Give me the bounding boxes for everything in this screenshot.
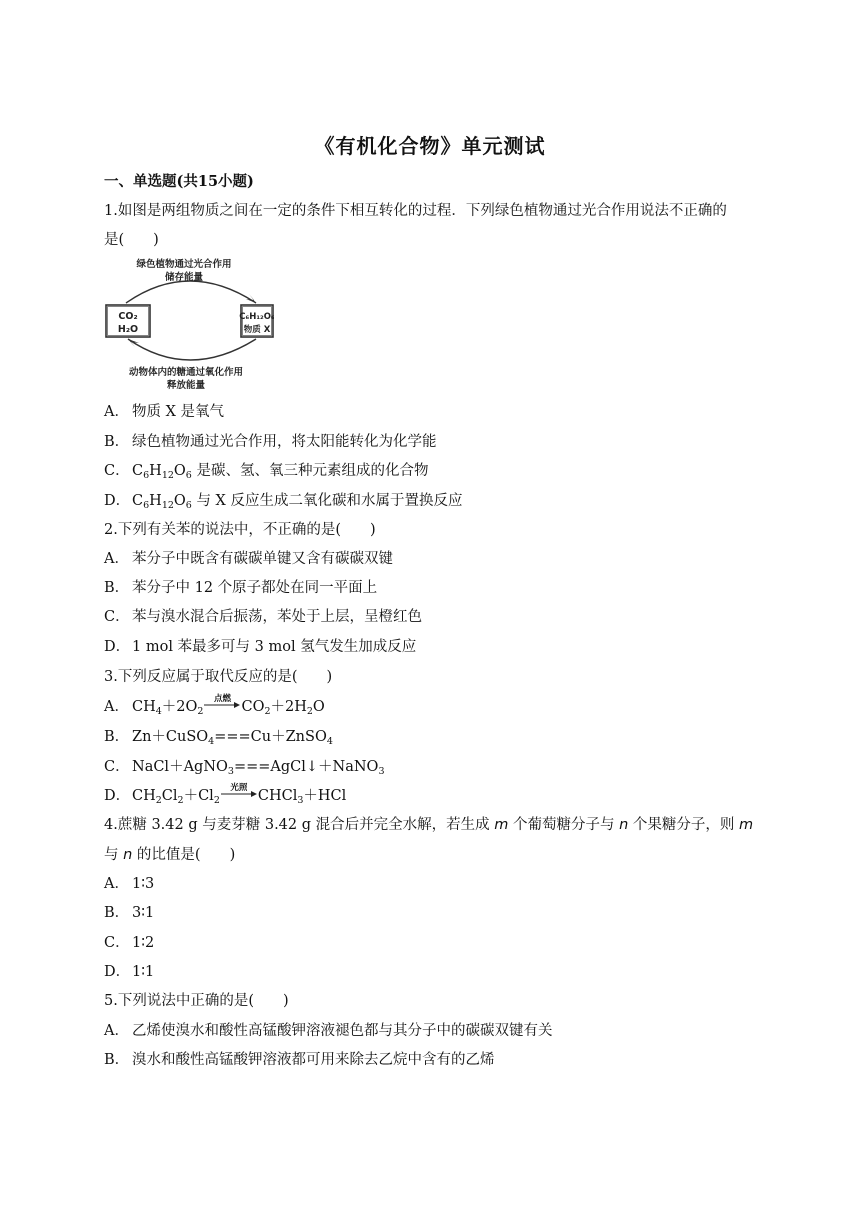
q5-option-b: B． 溴水和酸性高锰酸钾溶液都可用来除去乙烷中含有的乙烯 [104,1052,495,1068]
q1-option-b: B． 绿色植物通过光合作用，将太阳能转化为化学能 [104,434,437,450]
bottom-arrow-arc [128,339,256,360]
q4-option-d: D． 1∶1 [104,964,155,980]
page-title: 《有机化合物》单元测试 [314,134,546,158]
q3-option-a: A． $CH_4+2O_2$ 点燃 $CO_2+2H_2O$ [104,694,325,717]
q2-option-c: C． 苯与溴水混合后振荡，苯处于上层，呈橙红色 [104,609,422,625]
q2-option-b: B． 苯分子中 12 个原子都处在同一平面上 [104,580,378,596]
q3-option-c: C． NaCl＋AgNO$_3$===AgCl↓＋NaNO$_3$ [104,759,385,777]
right-box-line2: 物质 X [243,325,271,335]
q3-option-d: D． $CH_2Cl_2+Cl_2$ 光照 CHCl$_3$＋HCl [104,783,347,806]
q4-stem-line1: 4.蔗糖 3.42 g 与麦芽糖 3.42 g 混合后并完全水解，若生成 m 个葡萄糖分子与 n 个果糖分子，则 m [104,817,754,833]
reaction-condition-arrow: 点燃 [203,697,241,713]
q1-option-c: C． $C_6H_{12}O_6$ 是碳、氢、氧三种元素组成的化合物 [104,463,429,481]
q4-stem-line2: 与 n 的比值是( ) [104,847,236,863]
option-letter: A． [104,404,129,420]
q1-stem-line1: 1.如图是两组物质之间在一定的条件下相互转化的过程．下列绿色植物通过光合作用说法不正确的 [104,203,727,219]
q1-stem-line2: 是( ) [104,232,159,248]
left-box-line2: H₂O [117,324,139,335]
reaction-condition-arrow: 光照 [220,786,258,802]
section-heading: 一、单选题(共15小题) [104,173,254,190]
option-letter: D． [104,493,131,509]
q5-stem: 5.下列说法中正确的是( ) [104,993,289,1009]
q2-option-a: A． 苯分子中既含有碳碳单键又含有碳碳双键 [104,551,393,567]
q4-option-a: A． 1∶3 [104,876,155,892]
q3-stem: 3.下列反应属于取代反应的是( ) [104,669,333,685]
q2-stem: 2.下列有关苯的说法中，不正确的是( ) [104,522,376,538]
q1-conversion-diagram [104,253,274,393]
diagram-bottom-label-1: 动物体内的糖通过氧化作用 [128,367,244,378]
right-box-line1: C₆H₁₂O₆ [239,312,274,322]
left-box-line1: CO₂ [118,311,138,322]
diagram-bottom-label-2: 释放能量 [166,380,206,391]
diagram-top-label-1: 绿色植物通过光合作用 [136,259,232,270]
q5-option-a: A． 乙烯使溴水和酸性高锰酸钾溶液褪色都与其分子中的碳碳双键有关 [104,1023,553,1039]
q1-option-a: A． 物质 X 是氧气 [104,404,225,420]
top-arrow-arc [126,281,256,303]
q3-option-b: B． Zn＋CuSO$_4$===Cu＋ZnSO$_4$ [104,729,333,747]
q2-option-d: D． 1 mol 苯最多可与 3 mol 氢气发生加成反应 [104,639,417,655]
option-letter: C． [104,463,130,479]
diagram-top-label-2: 储存能量 [164,272,204,283]
q4-option-b: B． 3∶1 [104,905,155,921]
option-letter: B． [104,434,130,450]
q1-option-d: D． $C_6H_{12}O_6$ 与 X 反应生成二氧化碳和水属于置换反应 [104,493,463,511]
q4-option-c: C． 1∶2 [104,935,155,951]
